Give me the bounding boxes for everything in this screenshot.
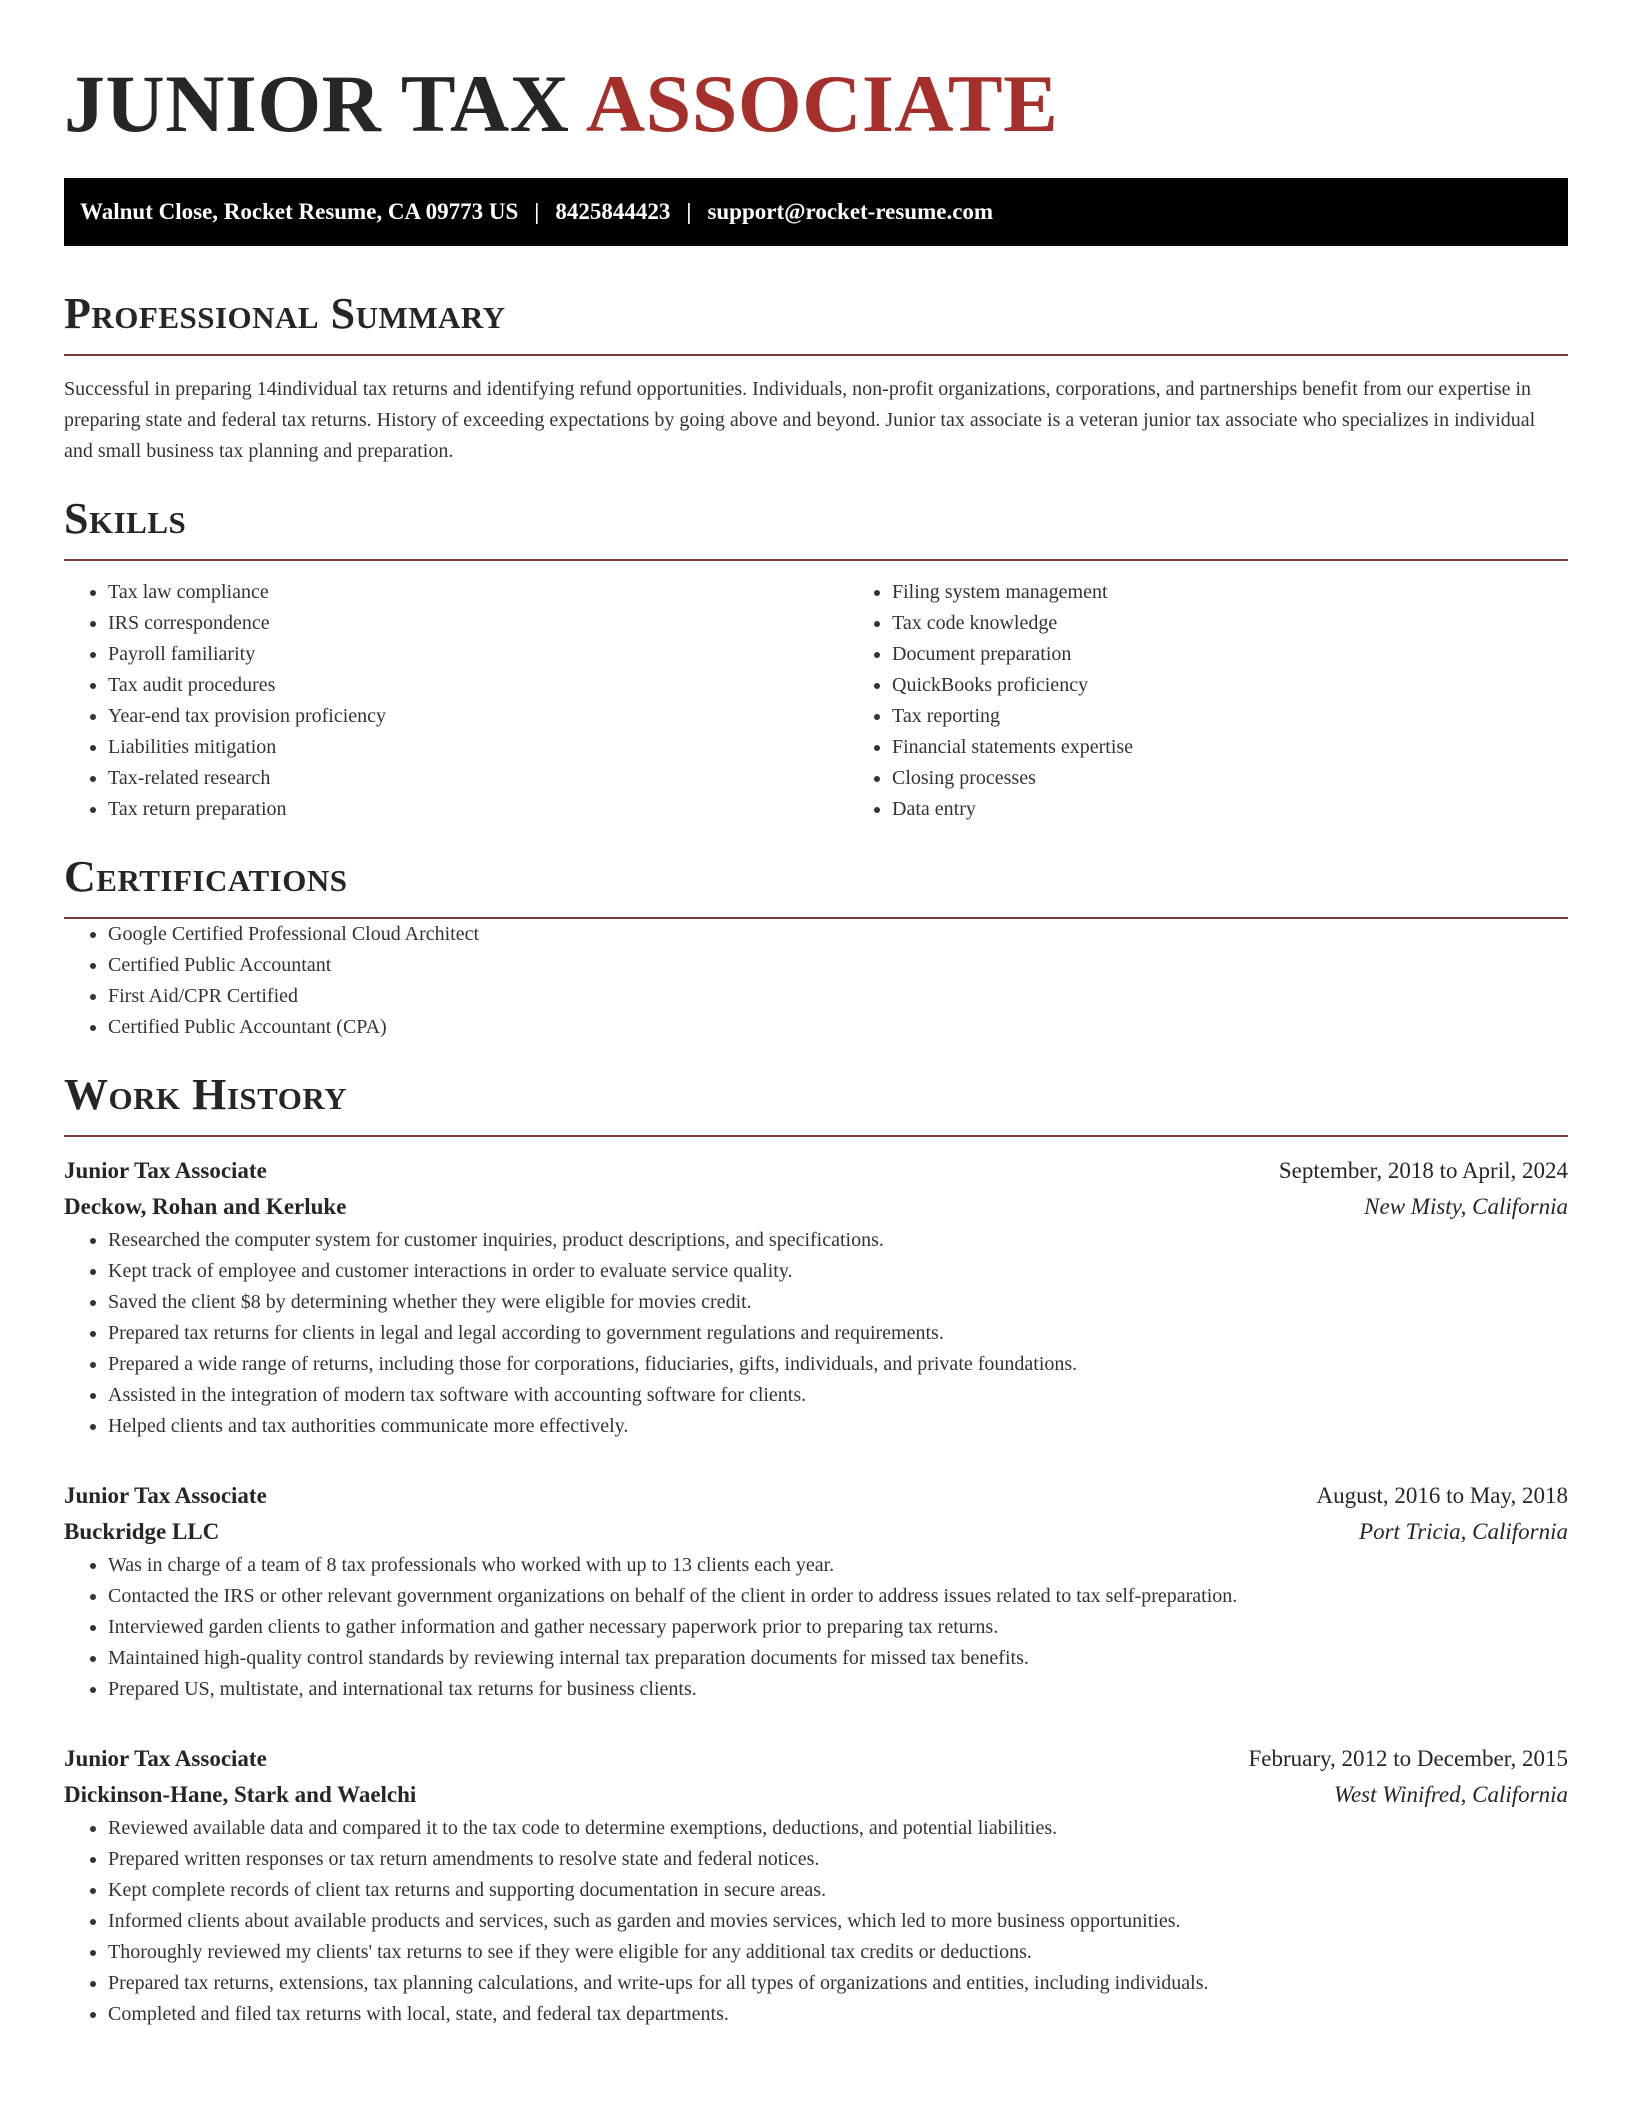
certification-item: • Certified Public Accountant (CPA) [108, 1012, 1568, 1043]
job-location: West Winifred, California [1333, 1782, 1568, 1807]
job-duty: • Assisted in the integration of modern tax software with accounting software for clients. [108, 1380, 1568, 1411]
job-entry [64, 1478, 1568, 1705]
job-title: Junior Tax Associate [64, 1746, 267, 1771]
job-title: Junior Tax Associate [64, 1158, 267, 1183]
contact-address: Walnut Close, Rocket Resume, CA 09773 US [80, 199, 519, 224]
certification-item: • Google Certified Professional Cloud Architect [108, 919, 1568, 950]
job-location: New Misty, California [1364, 1194, 1568, 1219]
skills-heading: Skills [64, 493, 1568, 561]
work-history-heading: Work History [64, 1069, 1568, 1137]
job-company: Buckridge LLC [64, 1519, 220, 1544]
skill-item: • Year-end tax provision proficiency [108, 701, 848, 732]
job-location: Port Tricia, California [1359, 1519, 1568, 1544]
contact-phone: 8425844423 [555, 199, 671, 224]
job-title: Junior Tax Associate [64, 1483, 267, 1508]
job-company: Deckow, Rohan and Kerluke [64, 1194, 347, 1219]
skill-item: • Tax code knowledge [892, 608, 1568, 639]
skill-item: • QuickBooks proficiency [892, 670, 1568, 701]
job-header-row [64, 1478, 1568, 1514]
skill-item: • Tax-related research [108, 763, 848, 794]
job-duty: • Saved the client $8 by determining whether they were eligible for movies credit. [108, 1287, 1568, 1318]
skill-item: • Document preparation [892, 639, 1568, 670]
skill-item: • Tax law compliance [108, 577, 848, 608]
job-header-row [64, 1153, 1568, 1189]
skill-item: • Filing system management [892, 577, 1568, 608]
job-duty: • Maintained high-quality control standards by reviewing internal tax preparation documents for missed tax benefits. [108, 1643, 1568, 1674]
skills-list-right [848, 577, 1568, 825]
job-duty: • Contacted the IRS or other relevant government organizations on behalf of the client in order to address issues related to tax self-preparation. [108, 1581, 1568, 1612]
job-duties-list [64, 1550, 1568, 1705]
job-company: Dickinson-Hane, Stark and Waelchi [64, 1782, 417, 1807]
skill-item: • Tax audit procedures [108, 670, 848, 701]
skill-item: • Liabilities mitigation [108, 732, 848, 763]
job-duty: • Thoroughly reviewed my clients' tax returns to see if they were eligible for any additional tax credits or deductions. [108, 1937, 1568, 1968]
skill-item: • Financial statements expertise [892, 732, 1568, 763]
job-duty: • Prepared tax returns for clients in legal and legal according to government regulations and requirements. [108, 1318, 1568, 1349]
job-duty: • Reviewed available data and compared it to the tax code to determine exemptions, deductions, and potential liabilities. [108, 1813, 1568, 1844]
job-duty: • Interviewed garden clients to gather information and gather necessary paperwork prior to preparing tax returns. [108, 1612, 1568, 1643]
job-duty: • Kept complete records of client tax returns and supporting documentation in secure areas. [108, 1875, 1568, 1906]
skill-item: • Payroll familiarity [108, 639, 848, 670]
skills-list-left [64, 577, 848, 825]
skill-item: • Tax reporting [892, 701, 1568, 732]
skill-item: • IRS correspondence [108, 608, 848, 639]
certifications-list [64, 919, 1568, 1043]
job-duty: • Informed clients about available products and services, such as garden and movies services, which led to more business opportunities. [108, 1906, 1568, 1937]
job-duty: • Was in charge of a team of 8 tax professionals who worked with up to 13 clients each year. [108, 1550, 1568, 1581]
title-part-2: ASSOCIATE [585, 58, 1059, 149]
resume-title [64, 0, 1568, 152]
job-dates: August, 2016 to May, 2018 [1316, 1483, 1568, 1508]
job-entry [64, 1741, 1568, 2030]
contact-separator: | [534, 199, 540, 224]
job-duty: • Completed and filed tax returns with local, state, and federal tax departments. [108, 1999, 1568, 2030]
job-duty: • Prepared a wide range of returns, including those for corporations, fiduciaries, gifts, individuals, and private foundations. [108, 1349, 1568, 1380]
job-duty: • Helped clients and tax authorities communicate more effectively. [108, 1411, 1568, 1442]
job-header-row [64, 1741, 1568, 1777]
job-company-row [64, 1189, 1568, 1225]
job-duty: • Prepared written responses or tax return amendments to resolve state and federal notices. [108, 1844, 1568, 1875]
job-company-row [64, 1514, 1568, 1550]
skills-columns [64, 577, 1568, 825]
job-duties-list [64, 1225, 1568, 1442]
certification-item: • Certified Public Accountant [108, 950, 1568, 981]
job-duty: • Prepared US, multistate, and international tax returns for business clients. [108, 1674, 1568, 1705]
certification-item: • First Aid/CPR Certified [108, 981, 1568, 1012]
job-dates: September, 2018 to April, 2024 [1278, 1158, 1568, 1183]
contact-bar [64, 178, 1568, 246]
skill-item: • Data entry [892, 794, 1568, 825]
title-part-1: JUNIOR TAX [64, 58, 570, 149]
job-duty: • Researched the computer system for customer inquiries, product descriptions, and specifications. [108, 1225, 1568, 1256]
skill-item: • Tax return preparation [108, 794, 848, 825]
certifications-heading: Certifications [64, 851, 1568, 919]
summary-heading: Professional Summary [64, 288, 1568, 356]
summary-text: Successful in preparing 14individual tax returns and identifying refund opportunities. Individuals, non-profit organizations, corporations, and partnerships benefit from our expertise in preparing state and federal tax returns. History of exceeding expectations by going above and beyond. Junior tax associate is a veteran junior tax associate who specializes in individual and small business tax planning and preparation. [64, 378, 1536, 462]
job-dates: February, 2012 to December, 2015 [1248, 1746, 1568, 1771]
skill-item: • Closing processes [892, 763, 1568, 794]
contact-email: support@rocket-resume.com [707, 199, 994, 224]
job-duty: • Prepared tax returns, extensions, tax planning calculations, and write-ups for all types of organizations and entities, including individuals. [108, 1968, 1568, 1999]
job-entry [64, 1153, 1568, 1442]
job-duties-list [64, 1813, 1568, 2030]
job-company-row [64, 1777, 1568, 1813]
contact-separator: | [686, 199, 692, 224]
job-duty: • Kept track of employee and customer interactions in order to evaluate service quality. [108, 1256, 1568, 1287]
